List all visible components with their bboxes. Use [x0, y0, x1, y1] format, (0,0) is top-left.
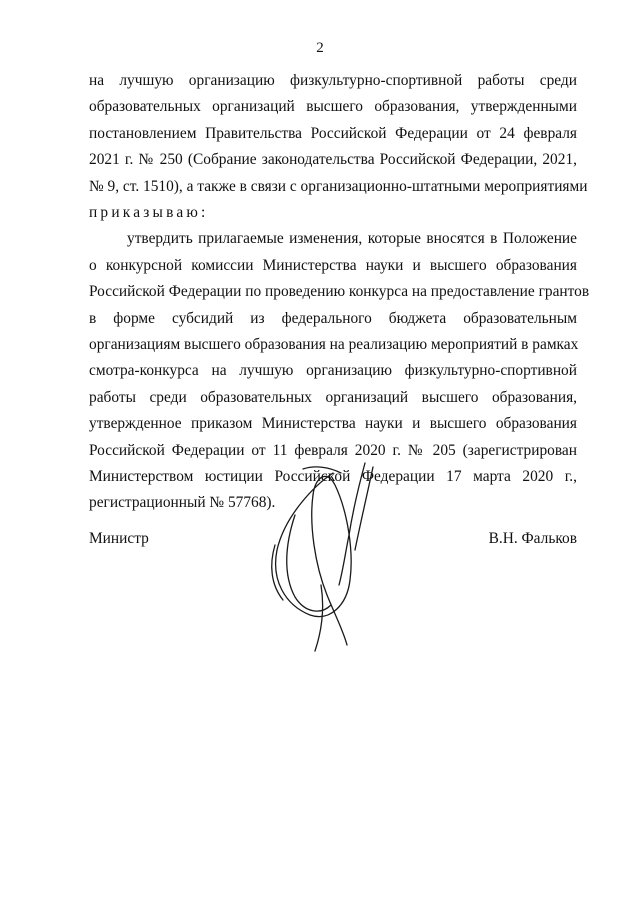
- body-line: № 9, ст. 1510), а также в связи с организационно-штатными мероприятиями: [89, 178, 588, 195]
- body-line: о конкурсной комиссии Министерства науки и высшего образования: [89, 257, 577, 274]
- body-line: в форме субсидий из федерального бюджета образовательным: [89, 310, 577, 327]
- body-line: Российской Федерации по проведению конкурса на предоставление грантов: [89, 283, 590, 300]
- body-line: постановлением Правительства Российской Федерации от 24 февраля: [89, 125, 577, 142]
- body-line: утвердить прилагаемые изменения, которые вносятся в Положение: [127, 230, 577, 247]
- handwritten-signature: [255, 455, 405, 655]
- body-line: утвержденное приказом Министерства науки и высшего образования: [89, 415, 577, 432]
- body-line: Министерством юстиции Российской Федерации 17 марта 2020 г.,: [89, 468, 577, 485]
- body-line: смотра-конкурса на лучшую организацию физкультурно-спортивной: [89, 362, 577, 379]
- body-line: 2021 г. № 250 (Собрание законодательства Российской Федерации, 2021,: [89, 151, 577, 168]
- signer-role: Министр: [89, 530, 149, 547]
- body-line: регистрационный № 57768).: [89, 494, 276, 511]
- body-line: Российской Федерации от 11 февраля 2020 г. № 205 (зарегистрирован: [89, 442, 577, 459]
- signer-name: В.Н. Фальков: [488, 530, 577, 547]
- body-line: образовательных организаций высшего образования, утвержденными: [89, 98, 577, 115]
- body-line: на лучшую организацию физкультурно-спортивной работы среди: [89, 72, 577, 89]
- page-number: 2: [316, 40, 324, 56]
- body-line: организациям высшего образования на реализацию мероприятий в рамках: [89, 336, 579, 353]
- body-line: работы среди образовательных организаций высшего образования,: [89, 389, 577, 406]
- order-word: приказываю:: [89, 204, 209, 221]
